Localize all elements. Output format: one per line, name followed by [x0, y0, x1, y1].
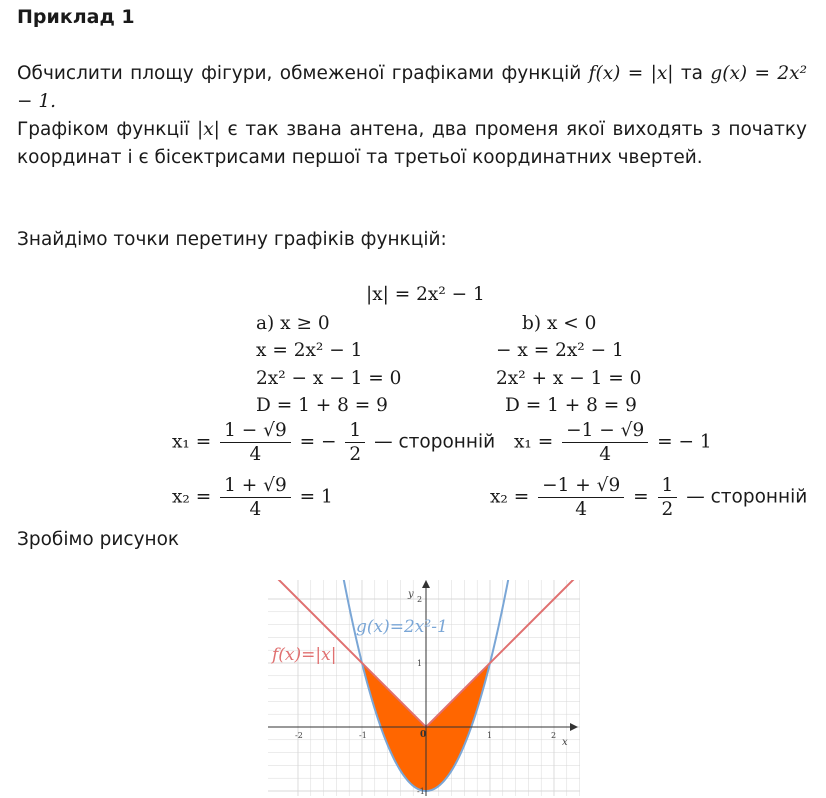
- main-equation: |x| = 2x² − 1: [366, 284, 485, 305]
- antenna-prefix: Графіком функції: [17, 119, 190, 140]
- y-tick-label: 1: [417, 659, 423, 668]
- case-a-x2: x₂ = $\frac{1 + √9}{4}$ = 1: [172, 475, 333, 520]
- case-a-x1-denominator: 4: [249, 444, 262, 465]
- antenna-paragraph: [17, 116, 807, 172]
- figure-caption: Зробімо рисунок: [17, 529, 180, 550]
- case-a-x1-note: — сторонній: [374, 431, 496, 453]
- and-word: та: [680, 63, 704, 84]
- case-a-x1: x₁ = $\frac{1 - √9}{4}$ = − $\frac{1}{2}$ — сторонній: [172, 420, 496, 465]
- problem-statement: [17, 60, 807, 116]
- function-graph: [268, 580, 580, 796]
- g-label: g(x)=2x²-1: [356, 617, 448, 637]
- y-axis-label: y: [408, 589, 414, 600]
- case-a-eq1: x = 2x² − 1: [256, 340, 363, 361]
- f-definition: f(x) = |x|: [588, 63, 674, 84]
- case-b-x2: x₂ = $\frac{-1 + √9}{4}$ = $\frac{1}{2}$ — сторонній: [490, 475, 808, 520]
- page-title: Приклад 1: [17, 6, 135, 28]
- x-tick-label: -1: [359, 731, 367, 740]
- y-tick-label: -1: [417, 787, 425, 796]
- x-axis-label: x: [562, 737, 568, 748]
- origin-label: 0: [420, 730, 427, 740]
- abs-x: |x|: [196, 119, 220, 140]
- g-definition: g(x) = 2x² − 1.: [17, 63, 807, 112]
- find-intersections-text: Знайдімо точки перетину графіків функцій:: [17, 229, 447, 250]
- x-tick-label: 2: [551, 731, 557, 740]
- y-tick-label: 2: [417, 595, 423, 604]
- case-a-x2-numerator: 1 + √9: [220, 475, 291, 498]
- case-b-x1-numerator: −1 − √9: [562, 420, 648, 443]
- case-b-eq2: 2x² + x − 1 = 0: [496, 368, 642, 389]
- case-b-x1: x₁ = $\frac{-1 - √9}{4}$ = − 1: [514, 420, 712, 465]
- case-b-x2-note: — сторонній: [686, 486, 808, 508]
- case-b-discriminant: D = 1 + 8 = 9: [505, 395, 637, 416]
- case-a-label: a) x ≥ 0: [256, 313, 330, 334]
- case-b-x2-numerator: −1 + √9: [538, 475, 624, 498]
- problem-text: Обчислити площу фігури, обмеженої графіками функцій: [17, 63, 582, 84]
- antenna-rest: є так звана антена, два променя якої виходять з початку координат і є бісектрисами першої та третьої координатних чвертей.: [17, 119, 807, 168]
- case-a-discriminant: D = 1 + 8 = 9: [256, 395, 388, 416]
- f-label: f(x)=|x|: [272, 645, 337, 665]
- case-a-x1-numerator: 1 − √9: [220, 420, 291, 443]
- case-b-label: b) x < 0: [522, 313, 597, 334]
- case-a-eq2: 2x² − x − 1 = 0: [256, 368, 402, 389]
- case-a-x2-denominator: 4: [249, 499, 262, 520]
- x-tick-label: 1: [487, 731, 493, 740]
- x-tick-label: -2: [295, 731, 303, 740]
- case-b-eq1: − x = 2x² − 1: [496, 340, 624, 361]
- case-b-x1-denominator: 4: [599, 444, 612, 465]
- case-b-x2-denominator: 4: [575, 499, 588, 520]
